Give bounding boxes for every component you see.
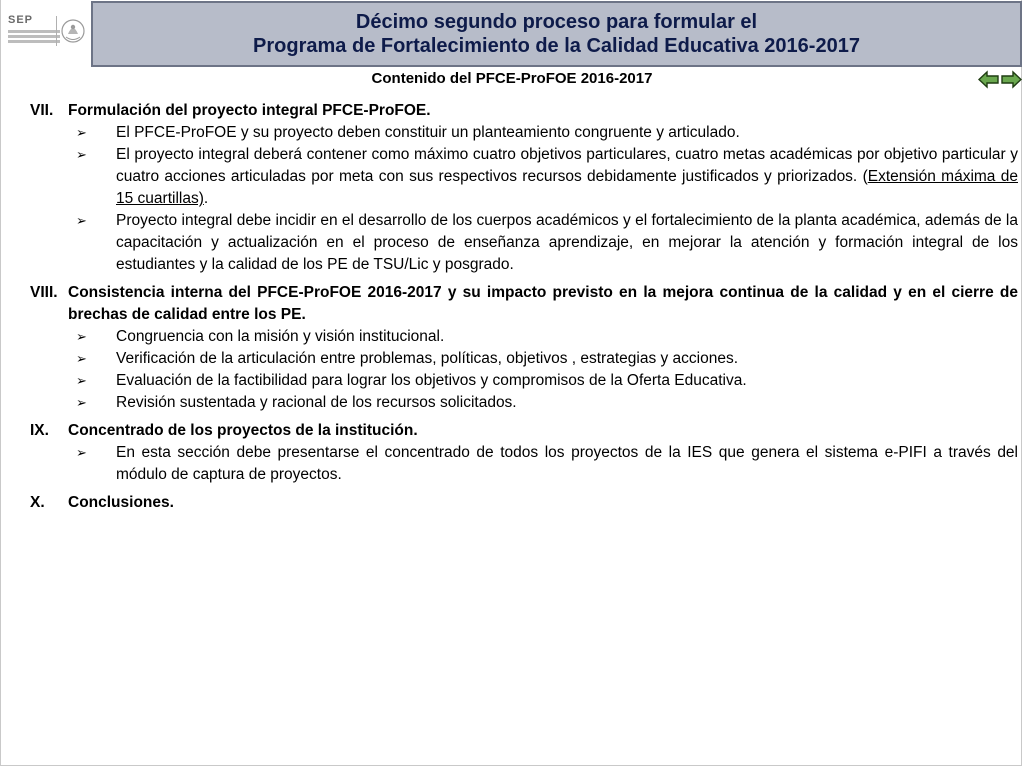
sep-logo-text: SEP (8, 14, 34, 26)
bullet-arrow-icon: ➢ (76, 373, 87, 388)
list-item (76, 392, 1018, 414)
section-number: VIII. (30, 284, 58, 301)
content-title: Contenido del PFCE-ProFOE 2016-2017 (371, 70, 653, 87)
section-number: X. (30, 494, 45, 511)
bullet-text: Revisión sustentada y racional de los recursos solicitados. (116, 394, 517, 411)
list-item (76, 326, 1018, 348)
arrow-left-icon[interactable] (978, 69, 999, 90)
bullet-arrow-icon: ➢ (76, 329, 87, 344)
bullet-text-composite (116, 144, 1018, 210)
section-viii (30, 282, 1018, 414)
bullet-arrow-icon: ➢ (76, 125, 87, 140)
bullet-arrow-icon: ➢ (76, 213, 87, 228)
logo-divider (56, 16, 57, 46)
bullet-text: Proyecto integral debe incidir en el desarrollo de los cuerpos académicos y el fortalecimiento de la planta académica, además de la capacitación y actualización en el proceso de enseñanza aprendizaje, en mejorar la atención y formación integral de los estudiantes y la calidad de los PE de TSU/Lic y posgrado. (116, 212, 1018, 273)
header-title-line-2: Programa de Fortalecimiento de la Calidad Educativa 2016-2017 (253, 35, 860, 57)
list-item (76, 442, 1018, 486)
bullet-arrow-icon: ➢ (76, 445, 87, 460)
list-item (76, 122, 1018, 144)
list-item (76, 348, 1018, 370)
nav-arrows (978, 69, 1022, 91)
list-item (76, 210, 1018, 276)
bullet-arrow-icon: ➢ (76, 147, 87, 162)
sep-logo-subtitle-lines (8, 30, 60, 45)
section-x (30, 492, 1018, 514)
section-title: Concentrado de los proyectos de la institución. (68, 422, 418, 439)
section-heading (30, 282, 1018, 326)
sep-logo (8, 14, 56, 50)
bullet-text-tail: . (203, 190, 209, 207)
bullet-text: Congruencia con la misión y visión institucional. (116, 328, 445, 345)
list-item (76, 144, 1018, 210)
section-title: Consistencia interna del PFCE-ProFOE 2016-2017 y su impacto previsto en la mejora continua de la calidad y en el cierre de brechas de calidad entre los PE. (68, 284, 1018, 323)
section-ix (30, 420, 1018, 486)
section-heading (30, 100, 1018, 122)
section-title: Conclusiones. (68, 494, 174, 511)
section-number: IX. (30, 422, 49, 439)
bullet-arrow-icon: ➢ (76, 351, 87, 366)
section-heading (30, 492, 1018, 514)
bullet-arrow-icon: ➢ (76, 395, 87, 410)
bullet-text: En esta sección debe presentarse el concentrado de todos los proyectos de la IES que genera el sistema e-PIFI a través del módulo de captura de proyectos. (116, 444, 1018, 483)
section-heading (30, 420, 1018, 442)
header-banner (91, 1, 1022, 67)
coat-of-arms-icon (60, 16, 86, 46)
underlined-note: Extensión máxima de 15 cuartillas) (116, 168, 1018, 207)
logo-area (2, 2, 90, 64)
bullet-text: El PFCE-ProFOE y su proyecto deben constituir un planteamiento congruente y articulado. (116, 124, 740, 141)
bullet-text: El proyecto integral deberá contener como máximo cuatro objetivos particulares, cuatro metas académicas por objetivo particular y cuatro acciones articuladas por meta con sus respectivos recursos debidamente justificados y priorizados. ( (116, 146, 1018, 185)
document-body (30, 100, 1018, 520)
header-title-line-1: Décimo segundo proceso para formular el (355, 11, 758, 33)
bullet-text: Evaluación de la factibilidad para lograr los objetivos y compromisos de la Oferta Educativa. (116, 372, 747, 389)
list-item (76, 370, 1018, 392)
section-title: Formulación del proyecto integral PFCE-ProFOE. (68, 102, 431, 119)
section-number: VII. (30, 102, 54, 119)
arrow-right-icon[interactable] (1001, 69, 1022, 90)
section-vii (30, 100, 1018, 276)
bullet-text: Verificación de la articulación entre problemas, políticas, objetivos , estrategias y acciones. (116, 350, 739, 367)
